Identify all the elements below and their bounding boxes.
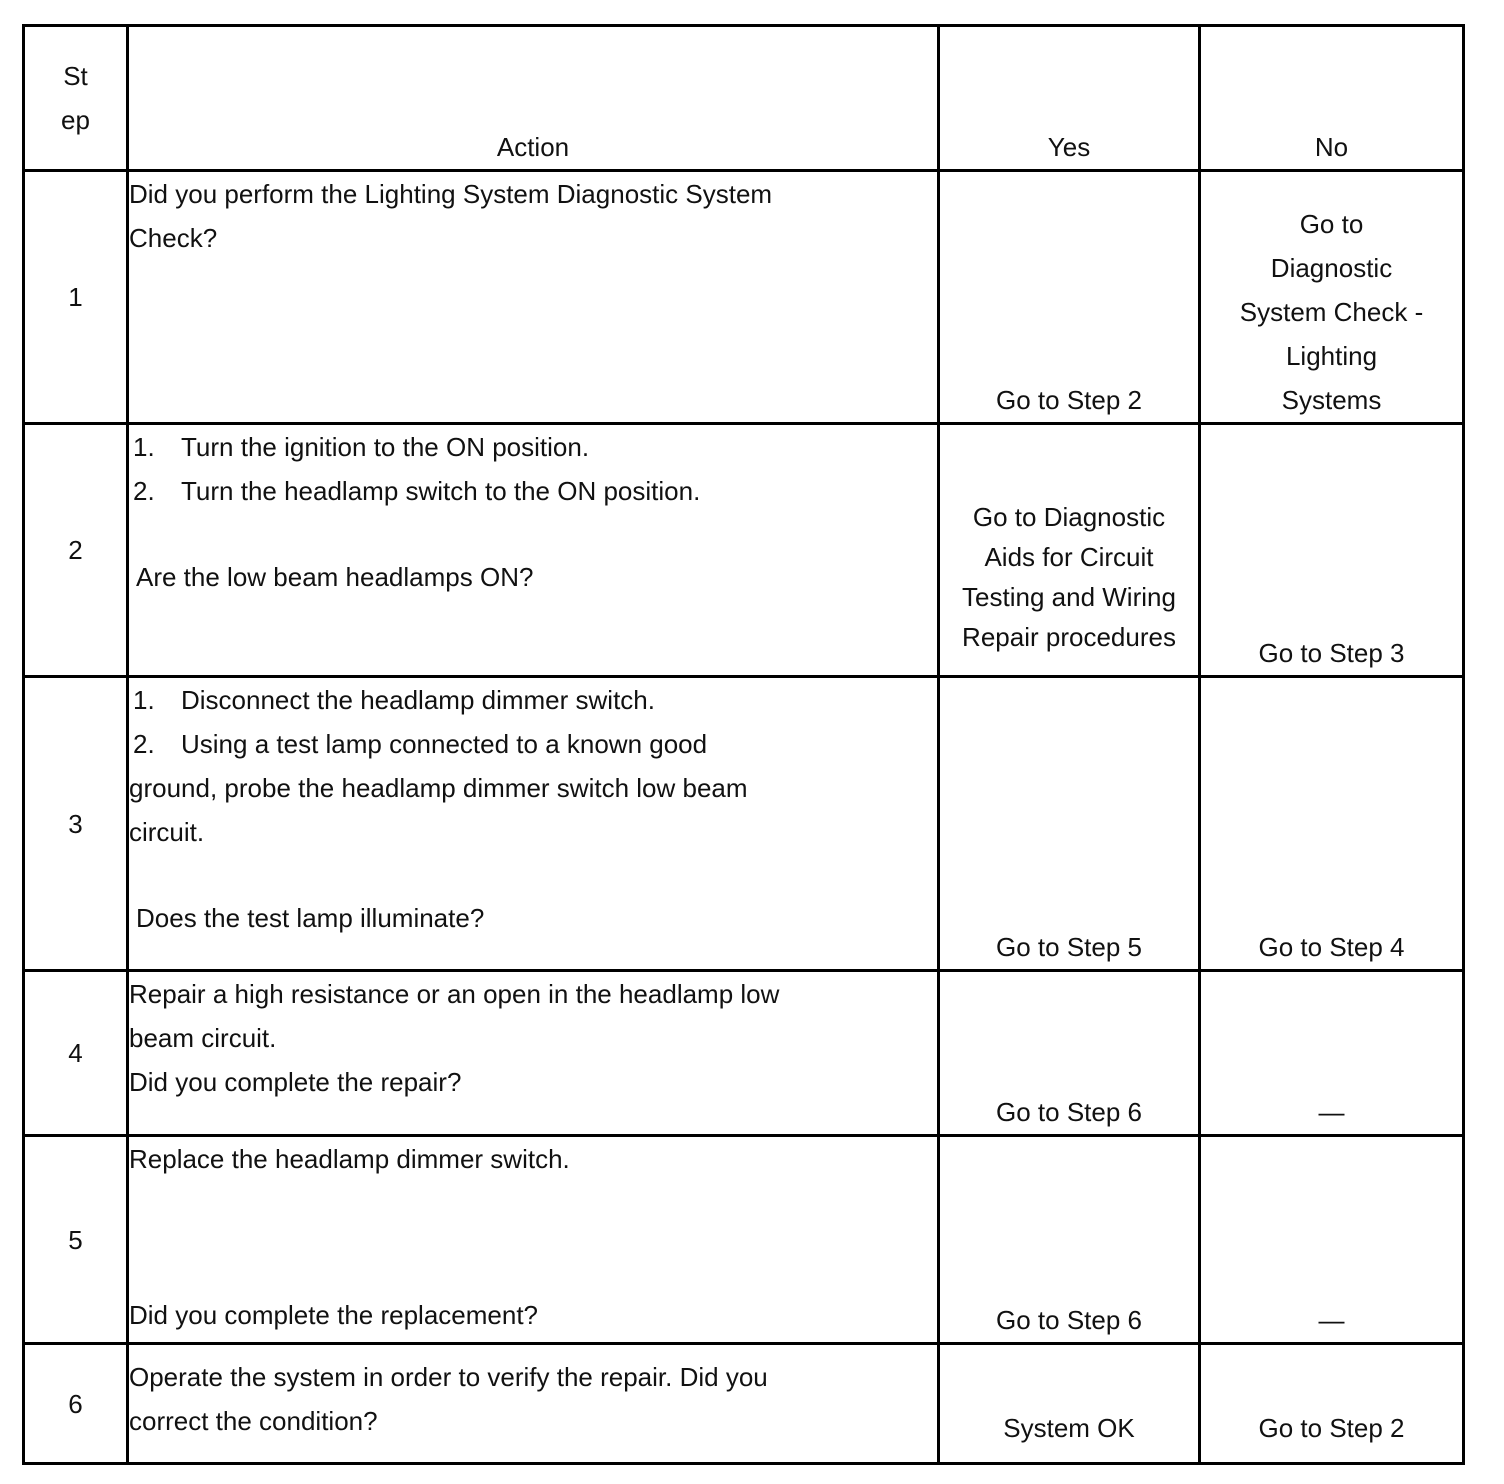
no-cell: [1200, 1136, 1464, 1344]
not-applicable-dash: —: [1318, 1305, 1345, 1335]
no-cell: [1200, 971, 1464, 1136]
spacer: [129, 1181, 937, 1293]
list-item: [129, 469, 937, 513]
step-number: 5: [24, 1136, 128, 1344]
list-text-continuation: ground, probe the headlamp dimmer switch low beam: [129, 773, 748, 803]
table-row: [24, 1344, 1464, 1464]
step-header-line-2: ep: [61, 105, 90, 135]
question-text: Does the test lamp illuminate?: [136, 903, 485, 933]
no-cell: [1200, 677, 1464, 971]
column-header-step: [24, 26, 128, 171]
step-number: 4: [24, 971, 128, 1136]
table-row: [24, 677, 1464, 971]
yes-cell: [939, 1344, 1200, 1464]
yes-cell: [939, 677, 1200, 971]
action-cell: [128, 1344, 939, 1464]
list-text: Turn the ignition to the ON position.: [181, 432, 590, 462]
yes-link[interactable]: Go to Step 6: [996, 1097, 1142, 1127]
step-header-line-1: St: [63, 61, 88, 91]
yes-link[interactable]: Go to Step 5: [996, 932, 1142, 962]
list-number: 1.: [133, 685, 155, 715]
yes-link[interactable]: [940, 497, 1198, 675]
step-number: 3: [24, 677, 128, 971]
action-cell: [128, 424, 939, 677]
yes-text-line: Go to Diagnostic: [972, 502, 1166, 532]
step-number: 1: [24, 171, 128, 424]
diagnostic-page: [22, 24, 1462, 1469]
list-text: Using a test lamp connected to a known good: [181, 729, 708, 759]
action-cell: [128, 971, 939, 1136]
no-cell: [1200, 1344, 1464, 1464]
action-text-line: Did you perform the Lighting System Diagnostic System: [129, 179, 773, 209]
question-text: Are the low beam headlamps ON?: [136, 562, 534, 592]
no-text-line: Lighting: [1285, 341, 1378, 371]
table-row: [24, 424, 1464, 677]
action-cell: [128, 171, 939, 424]
step-number: 6: [24, 1344, 128, 1464]
no-text-line: System Check -: [1239, 297, 1424, 327]
action-text-line: Check?: [129, 223, 218, 253]
no-text-line: Go to: [1299, 209, 1364, 239]
yes-text-line: Repair procedures: [962, 622, 1176, 652]
table-header-row: [24, 26, 1464, 171]
column-header-action: Action: [128, 26, 939, 171]
no-text-line: Diagnostic: [1270, 253, 1393, 283]
spacer: [129, 513, 937, 555]
step-number: 2: [24, 424, 128, 677]
yes-cell: [939, 424, 1200, 677]
action-text-line: Operate the system in order to verify the repair. Did you: [129, 1362, 768, 1392]
diagnostic-table: [22, 24, 1465, 1465]
table-row: [24, 171, 1464, 424]
no-text-line: Systems: [1281, 385, 1382, 415]
yes-cell: [939, 1136, 1200, 1344]
list-number: 1.: [133, 432, 155, 462]
column-header-yes: Yes: [939, 26, 1200, 171]
no-cell: [1200, 171, 1464, 424]
yes-cell: [939, 971, 1200, 1136]
list-item: [129, 425, 937, 469]
table-row: [24, 1136, 1464, 1344]
action-text-line: Repair a high resistance or an open in the headlamp low: [129, 979, 780, 1009]
yes-link[interactable]: Go to Step 6: [996, 1305, 1142, 1335]
not-applicable-dash: —: [1318, 1097, 1345, 1127]
action-text-line: beam circuit.: [129, 1023, 277, 1053]
action-text-line: Did you complete the replacement?: [129, 1300, 539, 1330]
action-cell: [128, 1136, 939, 1344]
action-cell: [128, 677, 939, 971]
action-text-line: Did you complete the repair?: [129, 1067, 462, 1097]
yes-text-line: Aids for Circuit: [984, 542, 1154, 572]
list-text: Turn the headlamp switch to the ON position.: [181, 476, 701, 506]
list-item: [129, 678, 937, 722]
no-link[interactable]: [1201, 202, 1462, 422]
table-row: [24, 971, 1464, 1136]
yes-text-line: Testing and Wiring: [962, 582, 1176, 612]
no-cell: [1200, 424, 1464, 677]
list-text: Disconnect the headlamp dimmer switch.: [181, 685, 655, 715]
action-text-line: Replace the headlamp dimmer switch.: [129, 1144, 570, 1174]
yes-cell: [939, 171, 1200, 424]
yes-link[interactable]: Go to Step 2: [996, 385, 1142, 415]
yes-link[interactable]: System OK: [1003, 1413, 1135, 1443]
action-text-line: correct the condition?: [129, 1406, 378, 1436]
list-text-continuation: circuit.: [129, 817, 205, 847]
column-header-no: No: [1200, 26, 1464, 171]
no-link[interactable]: Go to Step 3: [1258, 638, 1405, 668]
spacer: [129, 854, 937, 896]
list-number: 2.: [133, 729, 155, 759]
list-item: [129, 722, 937, 766]
no-link[interactable]: Go to Step 2: [1258, 1413, 1405, 1443]
list-number: 2.: [133, 476, 155, 506]
no-link[interactable]: Go to Step 4: [1258, 932, 1405, 962]
